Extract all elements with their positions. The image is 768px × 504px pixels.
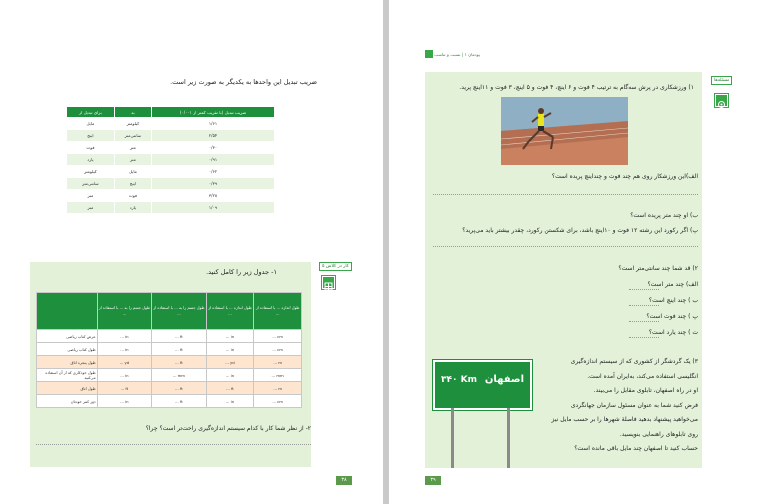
row-label: دور کمر خودتان: [37, 395, 98, 408]
answer-line: [629, 289, 659, 290]
problem-2-d: ت ) چند یارد است؟: [648, 329, 698, 336]
table-cell: ۰/۶۲: [151, 166, 274, 178]
problem-3-line: روی تابلوهای راهنمایی بنویسید.: [619, 430, 698, 438]
table-cell: کیلومتر: [114, 118, 151, 130]
activity-tag: کار در کلاس ۵: [319, 262, 352, 271]
table-row: [67, 178, 275, 190]
header-title: پودمان ۱ | نسبت و تناسب: [434, 52, 480, 57]
sign-distance: ۳۴۰ Km: [441, 375, 477, 385]
table-row: [67, 118, 275, 130]
fill-header-cell: طول اندازه ... با استفاده از ...: [254, 293, 302, 330]
fill-header-cell: طول جسم را به ... با استفاده از ...: [152, 293, 207, 330]
table-row: [67, 142, 275, 154]
table-row: [67, 154, 275, 166]
right-page: [389, 0, 768, 504]
fill-cell[interactable]: ... cm: [254, 395, 302, 408]
fill-cell[interactable]: ... in: [206, 330, 254, 343]
table-cell: یارد: [114, 202, 151, 214]
fill-cell[interactable]: ... ft: [152, 382, 207, 395]
fill-header-cell: طول اندازه ... با استفاده از ...: [206, 293, 254, 330]
problem-3-line: او در راه اصفهان، تابلوی مقابل را می‌بیند.: [593, 387, 698, 394]
sign-post: [451, 408, 454, 468]
left-page: [0, 0, 383, 504]
fill-cell[interactable]: ... ft: [97, 382, 152, 395]
fill-cell[interactable]: ... in: [206, 395, 254, 408]
table-row: [37, 395, 302, 408]
answer-line: [629, 305, 659, 306]
answer-line: [36, 444, 311, 445]
athlete-photo: [501, 97, 628, 165]
fill-cell[interactable]: ... ft: [152, 343, 207, 356]
sign-city: اصفهان: [484, 374, 524, 385]
fill-header-cell: طول جسم را به ... با استفاده از ...: [97, 293, 152, 330]
fill-cell[interactable]: ... in: [97, 369, 152, 382]
table-cell: ۲/۵۴: [151, 130, 274, 142]
row-label: طول کتاب ریاضی: [37, 343, 98, 356]
problem-2-b: ب ) چند اینچ است؟: [648, 297, 698, 304]
problem-3-line: می‌خواهید پیشنهاد بدهید فاصلهٔ شهرها را بر حسب مایل نیز: [551, 416, 698, 423]
problem-1: ۱) ورزشکاری در پرش سه‌گام به ترتیب ۴ فوت و ۶ اینچ، ۴ فوت و ۵ اینچ، ۳ فوت و ۱۱اینچ پرید.: [459, 84, 694, 91]
fill-cell[interactable]: ... yd: [97, 356, 152, 369]
fill-cell[interactable]: ... mm: [254, 369, 302, 382]
problem-2-c: پ ) چند فوت است؟: [646, 313, 698, 320]
answer-line: [629, 337, 659, 338]
fill-cell[interactable]: ... in: [97, 343, 152, 356]
fill-header-cell: [37, 293, 98, 330]
table-row: [37, 369, 302, 382]
fill-cell[interactable]: ... cm: [254, 343, 302, 356]
row-label: طول پنجره اتاق: [37, 356, 98, 369]
table-row: [37, 382, 302, 395]
fill-cell[interactable]: ... m: [254, 356, 302, 369]
fill-cell[interactable]: ... cm: [254, 330, 302, 343]
table-cell: سانتی‌متر: [114, 130, 151, 142]
fill-cell[interactable]: ... in: [97, 395, 152, 408]
table-cell: متر: [67, 202, 115, 214]
conv-header-cell: به: [114, 107, 151, 118]
table-row: [67, 202, 275, 214]
fill-cell[interactable]: ... mm: [152, 369, 207, 382]
table-cell: مایل: [114, 166, 151, 178]
problem-3-line: ۳) یک گردشگر از کشوری که از سیستم اندازه‌گیری: [570, 358, 698, 365]
problem-3-line: فرض کنید شما به عنوان مسئول سازمان جهانگردی: [570, 401, 698, 409]
road-sign: [433, 360, 532, 410]
table-row: [37, 343, 302, 356]
table-row: [67, 166, 275, 178]
answer-line: [629, 321, 659, 322]
table-cell: کیلومتر: [67, 166, 115, 178]
table-cell: اینچ: [114, 178, 151, 190]
table-row: [37, 356, 302, 369]
row-label: طول خودکاری که از آن استفاده می‌کنید: [37, 369, 98, 382]
table-cell: ۱/۰۹: [151, 202, 274, 214]
table-cell: متر: [114, 154, 151, 166]
page-number: ۳۹: [425, 476, 441, 485]
table-cell: مایل: [67, 118, 115, 130]
activity-q1: ۱- جدول زیر را کامل کنید.: [206, 268, 277, 276]
fill-cell[interactable]: ... in: [206, 343, 254, 356]
conversion-table: [66, 106, 275, 214]
table-cell: ۰/۳۰: [151, 142, 274, 154]
table-cell: ۱/۶۱: [151, 118, 274, 130]
fill-cell[interactable]: ... ft: [152, 395, 207, 408]
table-cell: فوت: [67, 142, 115, 154]
problem-3-line: انگلیسی استفاده می‌کند، به‌ایران آمده است.: [587, 372, 698, 380]
fill-cell[interactable]: ... in: [97, 330, 152, 343]
fill-cell[interactable]: ... in: [206, 369, 254, 382]
problem-1-b: ب) او چند متر پریده است؟: [630, 212, 698, 219]
row-label: طول اتاق: [37, 382, 98, 395]
problem-2: ۲) قد شما چند سانتی‌متر است؟: [618, 265, 698, 272]
fill-table: [36, 292, 302, 408]
conv-header-cell: برای تبدیل از: [67, 107, 115, 118]
problems-icon: [715, 94, 728, 107]
table-cell: ۰/۳۹: [151, 178, 274, 190]
fill-cell[interactable]: ... m: [254, 382, 302, 395]
calculator-icon: [322, 276, 335, 289]
table-cell: یارد: [67, 154, 115, 166]
fill-cell[interactable]: ... yd: [206, 356, 254, 369]
table-cell: ۳/۲۸: [151, 190, 274, 202]
header-marker: [425, 50, 433, 58]
page-number: ۳۸: [336, 476, 352, 485]
problem-2-a: الف) چند متر است؟: [647, 281, 698, 288]
table-cell: متر: [67, 190, 115, 202]
conversion-intro: ضریب تبدیل این واحدها به یکدیگر به صورت زیر است.: [170, 78, 317, 86]
row-label: عرض کتاب ریاضی: [37, 330, 98, 343]
problem-3-line: حساب کنید تا اصفهان چند مایل باقی مانده است؟: [574, 445, 698, 452]
problem-1-c: پ) اگر رکورد این رشته ۱۲ فوت و ۱۰اینچ باشد، برای شکستن رکورد، چقدر بیشتر باید می‌پرید؟: [462, 227, 698, 234]
table-cell: متر: [114, 142, 151, 154]
fill-cell[interactable]: ... ft: [152, 356, 207, 369]
fill-cell[interactable]: ... ft: [206, 382, 254, 395]
answer-line: [433, 194, 698, 195]
table-cell: سانتی‌متر: [67, 178, 115, 190]
activity-q2: ۲- از نظر شما کار با کدام سیستم اندازه‌گیری راحت‌تر است؟ چرا؟: [145, 425, 311, 432]
table-cell: فوت: [114, 190, 151, 202]
sign-post: [507, 408, 510, 468]
fill-cell[interactable]: ... ft: [152, 330, 207, 343]
problems-tag: مسئله‌ها: [711, 76, 732, 85]
table-cell: اینچ: [67, 130, 115, 142]
table-cell: ۰/۹۱: [151, 154, 274, 166]
answer-line: [433, 246, 698, 247]
table-row: [37, 330, 302, 343]
table-row: [67, 190, 275, 202]
problem-1-a: الف)این ورزشکار روی هم چند فوت و چنداینچ پریده است؟: [551, 173, 698, 180]
table-row: [67, 130, 275, 142]
conv-header-cell: ضریب تبدیل (با تقریب کمتر از ۰/۰۰۱): [151, 107, 274, 118]
